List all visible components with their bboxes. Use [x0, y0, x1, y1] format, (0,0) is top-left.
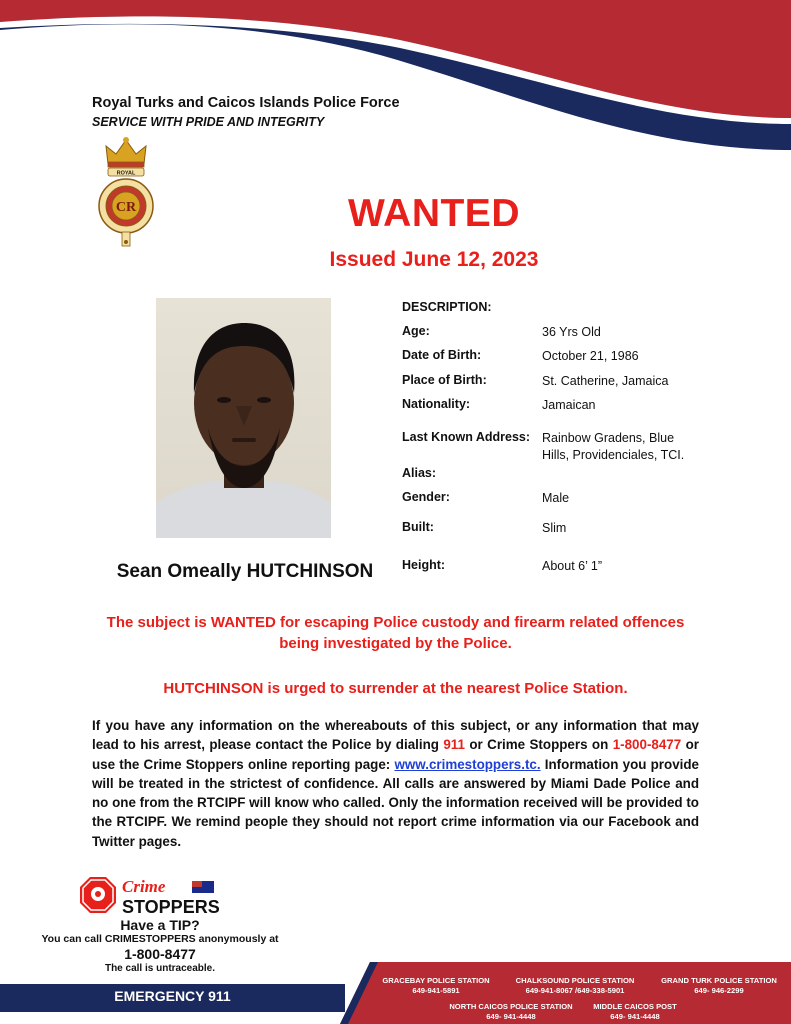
- alert-line-2: being investigated by the Police.: [279, 635, 512, 652]
- station-middle-caicos: [585, 1002, 685, 1022]
- value-age: 36 Yrs Old: [542, 325, 601, 339]
- value-gender: Male: [542, 491, 570, 505]
- label-nationality: Nationality:: [402, 397, 471, 411]
- value-address-line1: Rainbow Gradens, Blue: [542, 431, 675, 445]
- station-grandturk: [653, 976, 785, 996]
- station-name: GRAND TURK POLICE STATION: [661, 976, 777, 985]
- value-dob: October 21, 1986: [542, 349, 639, 363]
- value-built: Slim: [542, 521, 567, 535]
- value-height: About 6’ 1”: [542, 559, 602, 573]
- cs-number: 1-800-8477: [124, 946, 196, 962]
- svg-text:CR: CR: [115, 200, 137, 215]
- emergency-number: 911: [443, 737, 465, 753]
- station-name: GRACEBAY POLICE STATION: [382, 976, 490, 985]
- crest-top-label: ROYAL: [116, 170, 136, 177]
- description-heading: DESCRIPTION:: [402, 300, 492, 314]
- info-text-1: If you have any information on the whereabouts of this subject, or any information that may lead to his arrest, please contact the Police by dialing: [92, 718, 699, 753]
- station-chalksound: [505, 976, 645, 996]
- info-text-4: Information you provide will be treated in the strictest of confidence. All calls are answered by Miami Dade Police and no one from the RTCIPF will know who called. Only the information received will be provided to the RTCIPF. We remind people they should not report crime information via our Facebook and Twitter pages.: [92, 756, 699, 849]
- value-place-of-birth: St. Catherine, Jamaica: [542, 374, 669, 388]
- info-text-3: or use the Crime Stoppers online reporting page:: [92, 737, 699, 772]
- cs-anon: You can call CRIMESTOPPERS anonymously at: [41, 933, 279, 945]
- station-phone: 649-941-5891: [412, 986, 460, 995]
- station-phone: 649- 941-4448: [610, 1012, 660, 1021]
- label-address: Last Known Address:: [402, 430, 531, 444]
- station-north-caicos: [440, 1002, 582, 1022]
- label-place-of-birth: Place of Birth:: [402, 373, 487, 387]
- crimestoppers-number: 1-800-8477: [612, 737, 682, 753]
- station-gracebay: [372, 976, 500, 996]
- label-height: Height:: [402, 558, 446, 572]
- surrender-notice: HUTCHINSON is urged to surrender at the nearest Police Station.: [163, 680, 628, 697]
- station-phone: 649- 941-4448: [486, 1012, 536, 1021]
- wanted-title: WANTED: [348, 192, 520, 235]
- cs-tip: Have a TIP?: [120, 917, 200, 933]
- label-built: Built:: [402, 520, 434, 534]
- subject-name: Sean Omeally HUTCHINSON: [116, 561, 374, 582]
- value-nationality: Jamaican: [542, 398, 596, 412]
- org-name: Royal Turks and Caicos Islands Police Force: [92, 95, 400, 111]
- value-address-line2: Hills, Providenciales, TCI.: [542, 448, 685, 462]
- label-dob: Date of Birth:: [402, 348, 482, 362]
- org-motto: SERVICE WITH PRIDE AND INTEGRITY: [92, 115, 325, 129]
- label-age: Age:: [402, 324, 430, 338]
- royal-police-crest-icon: [94, 134, 158, 250]
- station-phone: 649-941-8067 /649-338-5901: [525, 986, 625, 995]
- station-name: CHALKSOUND POLICE STATION: [515, 976, 635, 985]
- subject-photo: [156, 298, 331, 538]
- station-name: MIDDLE CAICOS POST: [593, 1002, 677, 1011]
- station-name: NORTH CAICOS POLICE STATION: [449, 1002, 573, 1011]
- info-paragraph: [92, 716, 699, 851]
- cs-logo-word2: STOPPERS: [122, 897, 220, 915]
- cs-logo-word1: Crime: [122, 877, 166, 896]
- cs-untraceable: The call is untraceable.: [104, 963, 216, 974]
- info-text-2: or Crime Stoppers on: [464, 737, 613, 753]
- label-alias: Alias:: [402, 466, 437, 480]
- emergency-label: EMERGENCY 911: [114, 988, 231, 1004]
- crimestoppers-logo-icon: [78, 875, 222, 915]
- station-phone: 649- 946-2299: [694, 986, 744, 995]
- issued-date: Issued June 12, 2023: [329, 248, 539, 271]
- label-gender: Gender:: [402, 490, 450, 504]
- crimestoppers-link[interactable]: www.crimestoppers.tc.: [394, 756, 541, 772]
- alert-line-1: The subject is WANTED for escaping Police custody and firearm related offences: [106, 614, 685, 631]
